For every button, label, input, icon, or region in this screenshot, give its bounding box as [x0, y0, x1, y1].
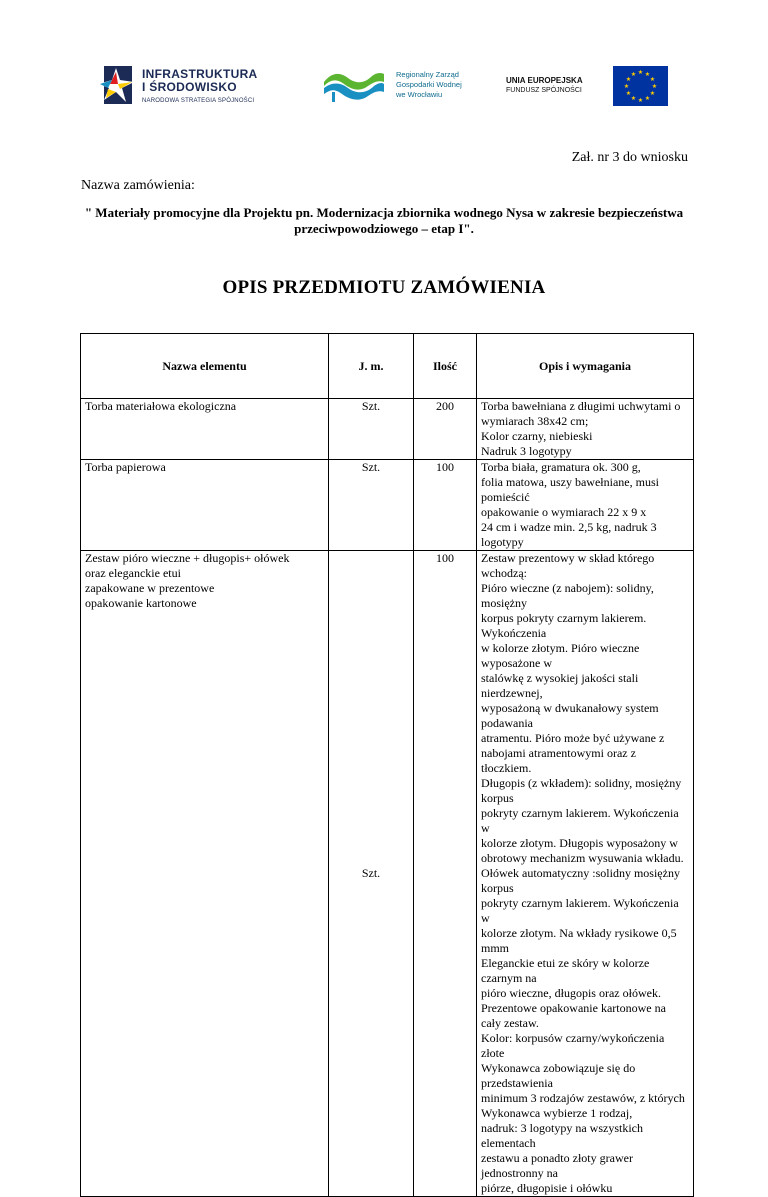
- row-unit: Szt.: [329, 460, 414, 551]
- svg-text:★: ★: [649, 76, 656, 83]
- infrastruktura-line3: NARODOWA STRATEGIA SPÓJNOŚCI: [142, 98, 255, 104]
- rzgw-line3: we Wrocławiu: [396, 90, 443, 99]
- eu-logo: [506, 66, 668, 108]
- svg-text:★: ★: [644, 71, 651, 78]
- specification-table: [80, 333, 694, 1197]
- rzgw-logo: [322, 66, 502, 114]
- row-quantity: 200: [414, 399, 477, 460]
- svg-text:★: ★: [649, 90, 656, 97]
- table-header-row: [81, 334, 694, 399]
- svg-text:★: ★: [630, 71, 637, 78]
- table-row: [81, 460, 694, 551]
- eu-line1: UNIA EUROPEJSKA: [506, 76, 583, 85]
- row-unit: Szt.: [329, 399, 414, 460]
- logo-bar: [0, 60, 768, 116]
- infrastruktura-logo: [98, 60, 268, 110]
- svg-text:★: ★: [637, 69, 644, 76]
- header-quantity: Ilość: [414, 334, 477, 399]
- header-description: Opis i wymagania: [477, 334, 694, 399]
- row-description: Torba bawełniana z długimi uchwytami o wymiarach 38x42 cm; Kolor czarny, niebieski Nadruk 3 logotypy: [477, 399, 694, 460]
- row-name: Torba papierowa: [81, 460, 329, 551]
- attachment-label: Zał. nr 3 do wniosku: [571, 150, 688, 165]
- svg-text:★: ★: [623, 83, 630, 90]
- row-description: Torba biała, gramatura ok. 300 g, folia matowa, uszy bawełniane, musi pomieścić opakowanie o wymiarach 22 x 9 x 24 cm i wadze min. 2,5 kg, nadruk 3 logotypy: [477, 460, 694, 551]
- header-unit: J. m.: [329, 334, 414, 399]
- svg-text:★: ★: [637, 97, 644, 104]
- header-element-name: Nazwa elementu: [81, 334, 329, 399]
- table-row: [81, 551, 694, 1197]
- infrastruktura-line2: I ŚRODOWISKO: [142, 80, 237, 94]
- infrastruktura-line1: INFRASTRUKTURA: [142, 67, 258, 81]
- row-description: Zestaw prezentowy w skład którego wchodzą: Pióro wieczne (z nabojem): solidny, mosiężny korpus pokryty czarnym lakierem. Wykończenia w kolorze złotym. Pióro wieczne wyposażone w stalówkę z wysokiej jakości stali nierdzewnej, wyposażoną w dwukanałowy system podawania atramentu. Pióro może być używane z nabojami atramentowymi oraz z tłoczkiem. Długopis (z wkładem): solidny, mosiężny korpus pokryty czarnym lakierem. Wykończenia w kolorze złotym. Długopis wyposażony w obrotowy mechanizm wysuwania wkładu. Ołówek automatyczny :solidny mosiężny korpus pokryty czarnym lakierem. Wykończenia w kolorze złotym. Na wkłady rysikowe 0,5 mmm Eleganckie etui ze skóry w kolorze czarnym na pióro wieczne, długopis oraz ołówek. Prezentowe opakowanie kartonowe na cały zestaw. Kolor: korpusów czarny/wykończenia złote Wykonawca zobowiązuje się do przedstawienia minimum 3 rodzajów zestawów, z których Wykonawca wybierze 1 rodzaj, nadruk: 3 logotypy na wszystkich elementach zestawu a ponadto złoty grawer jednostronny na piórze, długopisie i ołówku: [477, 551, 694, 1197]
- star-logo-icon: [98, 62, 136, 106]
- row-quantity: 100: [414, 460, 477, 551]
- order-name-label: Nazwa zamówienia:: [81, 178, 195, 193]
- rzgw-line2: Gospodarki Wodnej: [396, 80, 462, 89]
- document-title: OPIS PRZEDMIOTU ZAMÓWIENIA: [222, 277, 546, 298]
- row-name: Zestaw pióro wieczne + długopis+ ołówek oraz eleganckie etui zapakowane w prezentowe opakowanie kartonowe: [81, 551, 329, 1197]
- rzgw-line1: Regionalny Zarząd: [396, 70, 459, 79]
- svg-text:★: ★: [625, 90, 632, 97]
- water-wave-logo-icon: [322, 68, 386, 104]
- svg-text:★: ★: [630, 95, 637, 102]
- eu-line2: FUNDUSZ SPÓJNOŚCI: [506, 87, 582, 94]
- eu-flag-icon: [613, 66, 668, 106]
- svg-text:★: ★: [625, 76, 632, 83]
- table-row: [81, 399, 694, 460]
- svg-text:★: ★: [651, 83, 658, 90]
- row-name: Torba materiałowa ekologiczna: [81, 399, 329, 460]
- row-quantity: 100: [414, 551, 477, 1197]
- order-title: " Materiały promocyjne dla Projektu pn. Modernizacja zbiornika wodnego Nysa w zakresie bezpieczeństwa przeciwpowodziowego – etap I".: [84, 205, 684, 236]
- svg-text:★: ★: [644, 95, 651, 102]
- row-unit: Szt.: [329, 551, 414, 1197]
